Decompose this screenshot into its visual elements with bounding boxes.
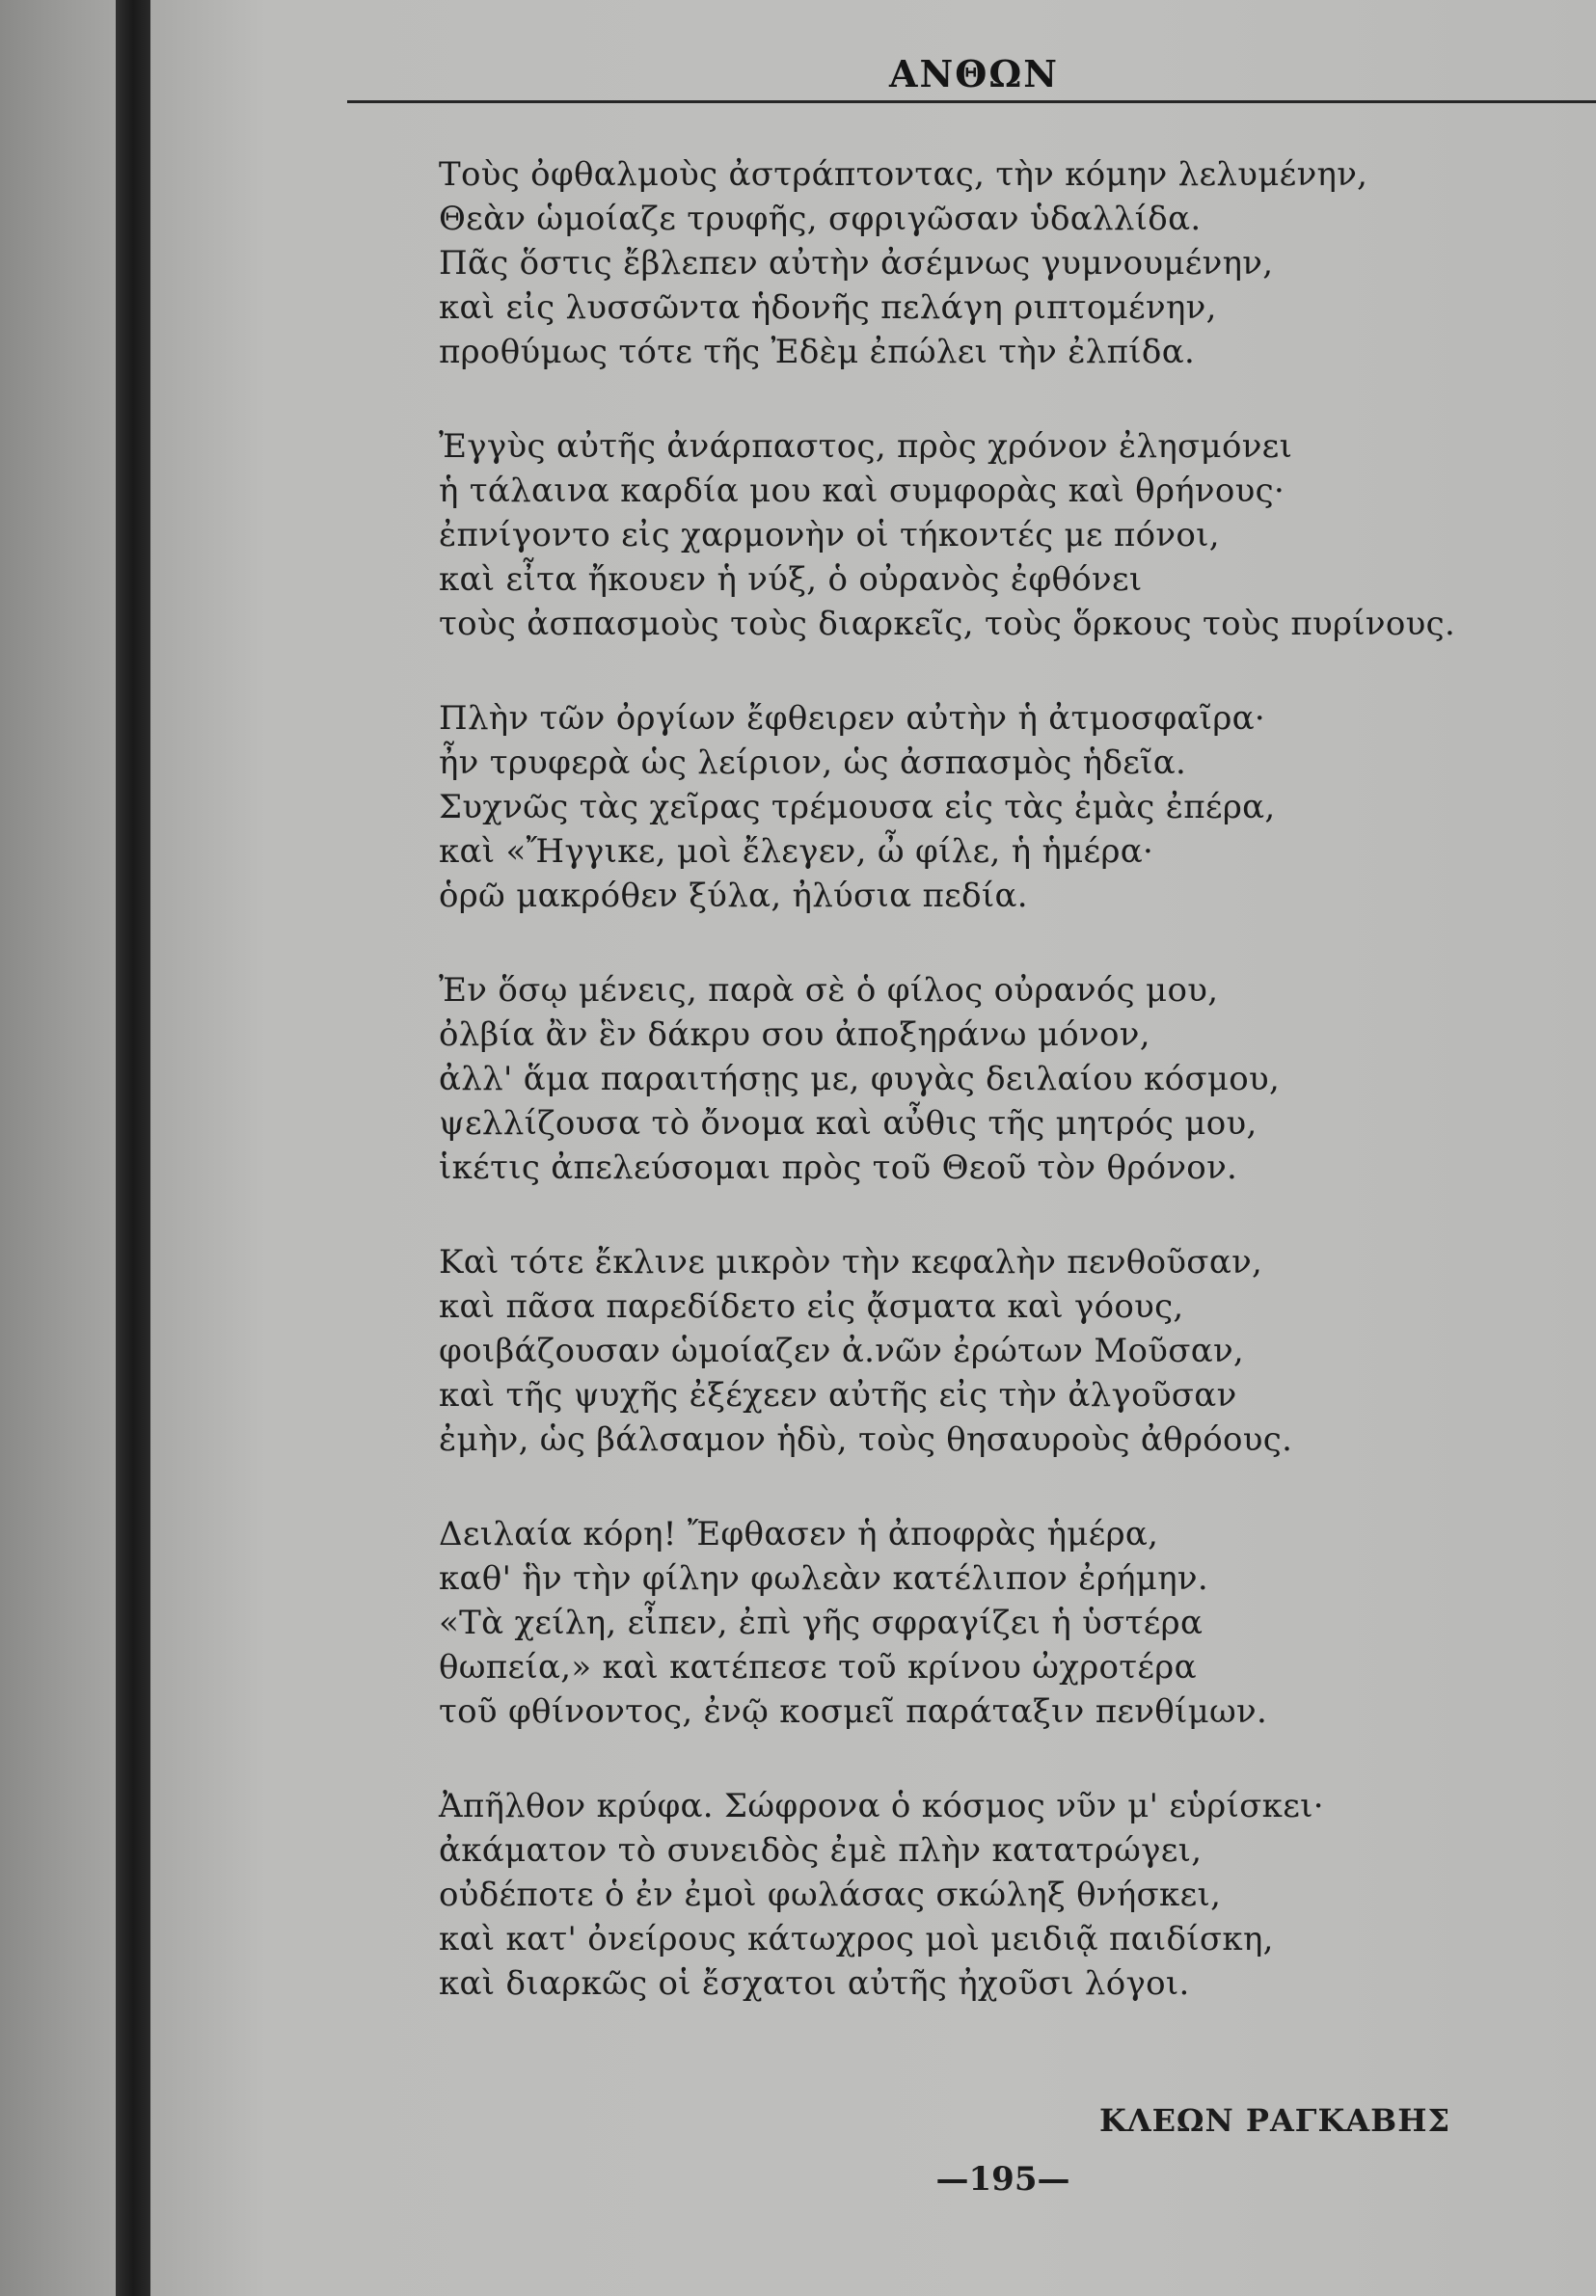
poem-line: Συχνῶς τὰς χεῖρας τρέμουσα εἰς τὰς ἐμὰς ἐπέρα, [439, 788, 1276, 826]
poem-line: ἐπνίγοντο εἰς χαρμονὴν οἱ τήκοντές με πόνοι, [439, 516, 1220, 554]
poem-line: Ἐγγὺς αὐτῆς ἀνάρπαστος, πρὸς χρόνον ἐλησμόνει [439, 427, 1293, 466]
book-gutter [116, 0, 150, 2296]
stanza [439, 1240, 1403, 1462]
poem-line: θωπεία,» καὶ κατέπεσε τοῦ κρίνου ὠχροτέρα [439, 1648, 1197, 1687]
poem-line: ὁρῶ μακρόθεν ξύλα, ἠλύσια πεδία. [439, 877, 1028, 915]
poem-line: Ἐν ὅσῳ μένεις, παρὰ σὲ ὁ φίλος οὐρανός μου, [439, 971, 1219, 1010]
poem-line: καὶ εἰς λυσσῶντα ἡδονῆς πελάγη ριπτομένην, [439, 288, 1217, 327]
poem-line: ἡ τάλαινα καρδία μου καὶ συμφορὰς καὶ θρήνους· [439, 472, 1285, 510]
poem-line: ἀκάματον τὸ συνειδὸς ἐμὲ πλὴν κατατρώγει, [439, 1831, 1203, 1870]
poem-line: Δειλαία κόρη! Ἔφθασεν ἡ ἀποφρὰς ἡμέρα, [439, 1515, 1159, 1553]
author-signature: ΚΛΕΩΝ ΡΑΓΚΑΒΗΣ [1099, 2102, 1451, 2139]
poem-line: Τοὺς ὀφθαλμοὺς ἀστράπτοντας, τὴν κόμην λελυμένην, [439, 155, 1368, 194]
poem-line: Ἀπῆλθον κρύφα. Σώφρονα ὁ κόσμος νῦν μ' εὑρίσκει· [439, 1787, 1324, 1825]
poem-line: οὐδέποτε ὁ ἐν ἐμοὶ φωλάσας σκώληξ θνήσκει, [439, 1876, 1222, 1914]
poem-line: ἦν τρυφερὰ ὡς λείριον, ὡς ἀσπασμὸς ἡδεῖα. [439, 743, 1187, 782]
poem-line: Θεὰν ὡμοίαζε τρυφῆς, σφριγῶσαν ὑδαλλίδα. [439, 200, 1202, 238]
poem-line: καὶ εἶτα ἤκουεν ἡ νύξ, ὁ οὐρανὸς ἐφθόνει [439, 560, 1143, 599]
poem-line: καθ' ἣν τὴν φίλην φωλεὰν κατέλιπον ἐρήμην. [439, 1559, 1208, 1598]
poem-line: ἱκέτις ἀπελεύσομαι πρὸς τοῦ Θεοῦ τὸν θρόνον. [439, 1148, 1238, 1187]
stanza [439, 424, 1456, 646]
stanza [439, 152, 1403, 374]
poem-line: καὶ πᾶσα παρεδίδετο εἰς ᾄσματα καὶ γόους, [439, 1287, 1184, 1326]
stanza [439, 1784, 1403, 2006]
poem-line: Καὶ τότε ἔκλινε μικρὸν τὴν κεφαλὴν πενθοῦσαν, [439, 1243, 1263, 1282]
facing-page-edge [0, 0, 116, 2296]
poem-line: καὶ τῆς ψυχῆς ἐξέχεεν αὐτῆς εἰς τὴν ἀλγοῦσαν [439, 1376, 1237, 1415]
poem-line: ὀλβία ἂν ἓν δάκρυ σου ἀποξηράνω μόνον, [439, 1015, 1150, 1054]
poem-line: τοῦ φθίνοντος, ἐνῷ κοσμεῖ παράταξιν πενθίμων. [439, 1692, 1268, 1731]
poem-body [439, 152, 1456, 2056]
poem-line: ἐμὴν, ὡς βάλσαμον ἡδὺ, τοὺς θησαυροὺς ἀθρόους. [439, 1420, 1293, 1459]
poem-line: καὶ κατ' ὀνείρους κάτωχρος μοὶ μειδιᾷ παιδίσκη, [439, 1920, 1274, 1958]
stanza [439, 1512, 1403, 1734]
header-rule [347, 100, 1596, 103]
poem-line: ψελλίζουσα τὸ ὄνομα καὶ αὖθις τῆς μητρός μου, [439, 1104, 1258, 1143]
poem-line: καὶ «Ἤγγικε, μοὶ ἔλεγεν, ὦ φίλε, ἡ ἡμέρα· [439, 832, 1154, 871]
page-number: —195— [935, 2160, 1070, 2199]
stanza [439, 696, 1403, 918]
poem-line: προθύμως τότε τῆς Ἐδὲμ ἐπώλει τὴν ἐλπίδα. [439, 333, 1196, 371]
stanza [439, 968, 1403, 1190]
poem-line: ἀλλ' ἅμα παραιτήσῃς με, φυγὰς δειλαίου κόσμου, [439, 1060, 1281, 1098]
poem-line: τοὺς ἀσπασμοὺς τοὺς διαρκεῖς, τοὺς ὅρκους τοὺς πυρίνους. [439, 605, 1456, 643]
poem-line: καὶ διαρκῶς οἱ ἔσχατοι αὐτῆς ἠχοῦσι λόγοι. [439, 1964, 1190, 2003]
poem-line: φοιβάζουσαν ὡμοίαζεν ἀ.νῶν ἐρώτων Μοῦσαν, [439, 1332, 1245, 1370]
running-title: ΑΝΘΩΝ [889, 52, 1059, 95]
poem-line: Πλὴν τῶν ὀργίων ἔφθειρεν αὐτὴν ἡ ἀτμοσφαῖρα· [439, 699, 1265, 738]
poem-line: «Τὰ χείλη, εἶπεν, ἐπὶ γῆς σφραγίζει ἡ ὑστέρα [439, 1604, 1204, 1642]
poem-line: Πᾶς ὅστις ἔβλεπεν αὐτὴν ἀσέμνως γυμνουμένην, [439, 244, 1274, 283]
